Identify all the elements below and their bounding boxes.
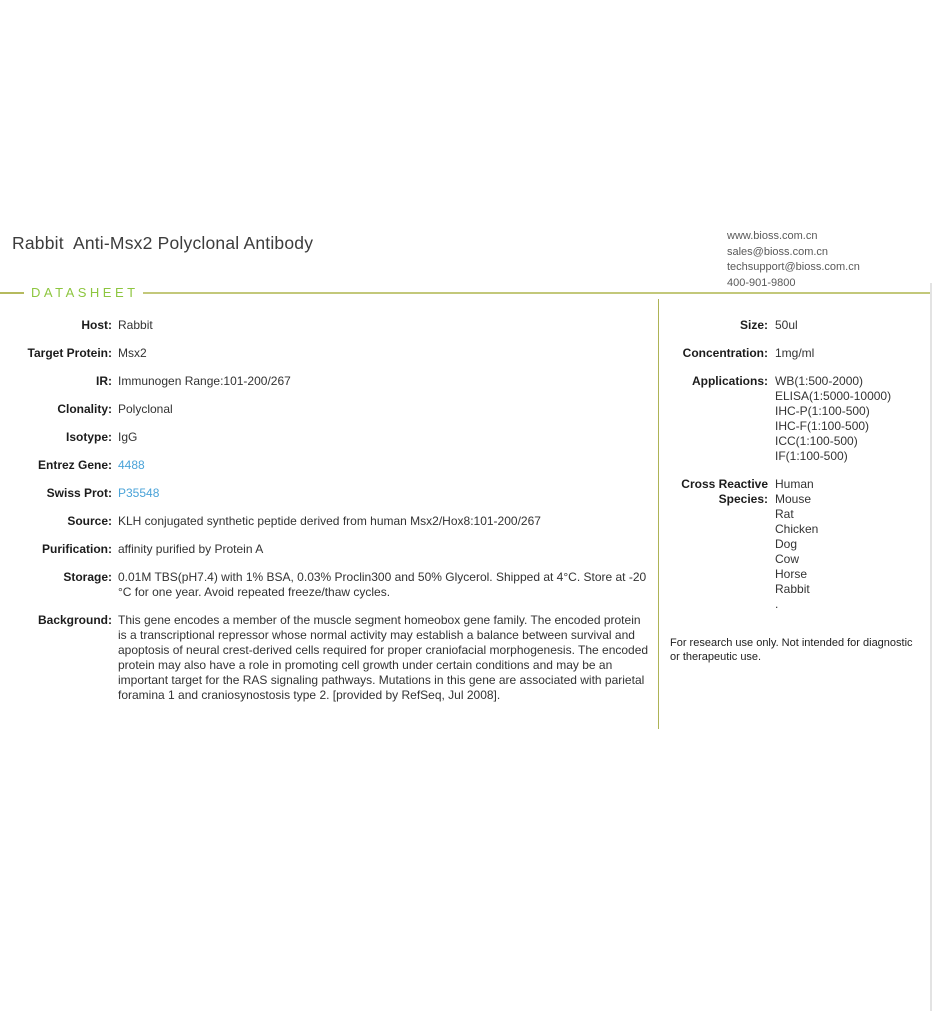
field-row-clonality: [0, 402, 652, 417]
size-value: 50ul: [775, 318, 798, 332]
isotype-label: Isotype:: [65, 430, 112, 444]
field-row-host: [0, 318, 652, 333]
field-row-size: [658, 318, 935, 333]
field-row-entrez-gene: [0, 458, 652, 473]
species-item: .: [775, 597, 779, 611]
field-row-ir: [0, 374, 652, 389]
species-item: Rat: [775, 507, 794, 521]
ir-label: IR:: [96, 374, 112, 388]
page-right-edge: [930, 283, 932, 1011]
isotype-value: IgG: [118, 430, 138, 444]
species-item: Cow: [775, 552, 800, 566]
species-item: Chicken: [775, 522, 819, 536]
contact-info: [727, 229, 860, 291]
clonality-value: Polyclonal: [118, 402, 173, 416]
target-protein-label: Target Protein:: [27, 346, 112, 360]
clonality-label: Clonality:: [57, 402, 112, 416]
entrez-gene-link[interactable]: 4488: [118, 458, 145, 472]
entrez-gene-label: Entrez Gene:: [37, 458, 112, 472]
cross-reactive-label-line2: Species:: [718, 492, 768, 506]
field-row-isotype: [0, 430, 652, 445]
storage-label: Storage:: [63, 570, 112, 584]
ir-value: Immunogen Range:101-200/267: [118, 374, 291, 388]
datasheet-dash-rule: [0, 292, 24, 294]
contact-website: www.bioss.com.cn: [727, 230, 818, 242]
species-list: [768, 477, 935, 612]
field-row-purification: [0, 542, 652, 557]
field-row-cross-reactive: [658, 477, 935, 612]
species-item: Mouse: [775, 492, 812, 506]
datasheet-horizontal-rule: [143, 292, 931, 294]
source-value: KLH conjugated synthetic peptide derived from human Msx2/Hox8:101-200/267: [118, 514, 541, 528]
storage-value: 0.01M TBS(pH7.4) with 1% BSA, 0.03% Proclin300 and 50% Glycerol. Shipped at 4°C. Store at -20 °C for one year. Avoid repeated freeze/thaw cycles.: [118, 570, 647, 599]
datasheet-header: [0, 286, 931, 299]
research-use-note: For research use only. Not intended for diagnostic or therapeutic use.: [670, 637, 913, 663]
field-row-applications: [658, 374, 935, 464]
purification-label: Purification:: [41, 542, 112, 556]
applications-list: [768, 374, 935, 464]
field-row-target-protein: [0, 346, 652, 361]
application-item: IF(1:100-500): [775, 449, 848, 463]
cross-reactive-label-line1: Cross Reactive: [681, 477, 768, 491]
host-value: Rabbit: [118, 318, 153, 332]
product-title: Rabbit Anti-Msx2 Polyclonal Antibody: [12, 233, 314, 253]
application-item: IHC-F(1:100-500): [775, 419, 870, 433]
host-label: Host:: [81, 318, 112, 332]
contact-support-email: techsupport@bioss.com.cn: [727, 261, 860, 273]
background-value: This gene encodes a member of the muscle segment homeobox gene family. The encoded protein is a transcriptional repressor whose normal activity may establish a balance between survival and apoptosis of neural crest-derived cells required for proper craniofacial morphogenesis. The encoded protein may also have a role in promoting cell growth under certain conditions and may be an important target for the RAS signaling pathways. Mutations in this gene are associated with parietal foramina 1 and craniosynostosis type 2. [provided by RefSeq, Jul 2008].: [118, 613, 649, 702]
specs-right-column: [658, 318, 935, 664]
background-label: Background:: [37, 613, 112, 627]
swiss-prot-label: Swiss Prot:: [46, 486, 112, 500]
field-row-swiss-prot: [0, 486, 652, 501]
datasheet-section-label: DATASHEET: [31, 285, 139, 300]
application-item: ICC(1:100-500): [775, 434, 858, 448]
swiss-prot-link[interactable]: P35548: [118, 486, 160, 500]
concentration-label: Concentration:: [682, 346, 768, 360]
cross-reactive-label: [658, 477, 768, 612]
concentration-value: 1mg/ml: [775, 346, 815, 360]
species-item: Rabbit: [775, 582, 810, 596]
applications-label: Applications:: [691, 374, 768, 388]
application-item: WB(1:500-2000): [775, 374, 864, 388]
species-item: Human: [775, 477, 814, 491]
field-row-source: [0, 514, 652, 529]
field-row-concentration: [658, 346, 935, 361]
purification-value: affinity purified by Protein A: [118, 542, 264, 556]
specs-left-column: [0, 318, 652, 716]
contact-sales-email: sales@bioss.com.cn: [727, 245, 829, 258]
contact-phone: 400-901-9800: [727, 276, 796, 289]
application-item: ELISA(1:5000-10000): [775, 389, 892, 403]
application-item: IHC-P(1:100-500): [775, 404, 870, 418]
target-protein-value: Msx2: [118, 346, 147, 360]
species-item: Dog: [775, 537, 798, 551]
size-label: Size:: [739, 318, 768, 332]
source-label: Source:: [67, 514, 112, 528]
field-row-background: [0, 613, 652, 703]
field-row-storage: [0, 570, 652, 600]
species-item: Horse: [775, 567, 808, 581]
